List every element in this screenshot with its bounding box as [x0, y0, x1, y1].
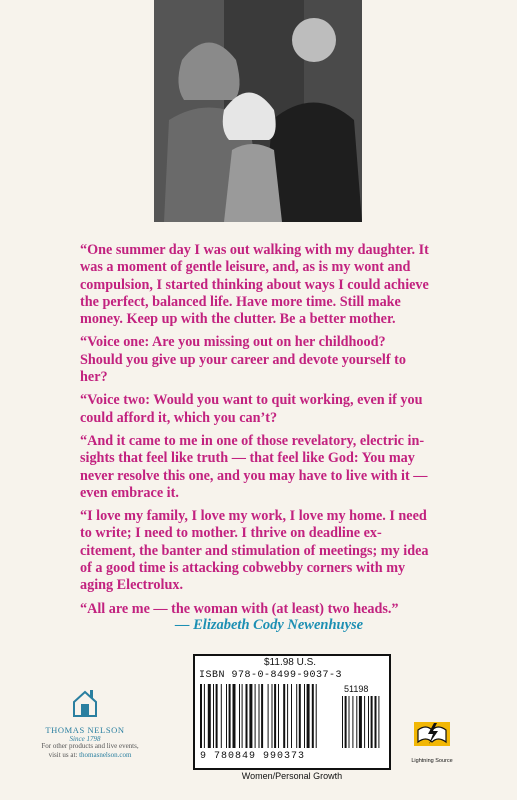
- barcode-bar: [216, 684, 218, 748]
- barcode-bar: [283, 684, 285, 748]
- price-label: $11.98 U.S.: [264, 657, 317, 668]
- quote-paragraph: “I love my family, I love my work, I love my home. I need to write; I need to mother. I thrive on deadline ex-citement, the banter and stimulation of meetings; my idea of a good time is attacking cobwebby corners with my aging Electrolux.: [80, 508, 429, 594]
- barcode-bar: [200, 684, 202, 748]
- family-photo: [154, 0, 362, 222]
- lightning-book-icon: [414, 722, 450, 752]
- barcode-bar: [261, 684, 263, 748]
- addon-bar: [368, 696, 369, 748]
- addon-bar: [371, 696, 373, 748]
- publisher-name: THOMAS NELSON: [45, 725, 125, 735]
- barcode-bar: [291, 684, 292, 748]
- barcode-bar: [255, 684, 256, 748]
- barcode-bar: [304, 684, 305, 748]
- publisher-note-prefix: visit us at:: [48, 751, 80, 759]
- addon-bar: [356, 696, 357, 748]
- barcode-bar: [204, 684, 205, 748]
- addon-bar: [352, 696, 353, 748]
- publisher-note-line1: For other products and live events,: [41, 742, 139, 750]
- barcode-addon-digits: 51198: [344, 684, 369, 694]
- barcode-bar: [268, 684, 269, 748]
- main-barcode: [200, 684, 317, 748]
- quote-block: [80, 242, 430, 624]
- addon-bar: [345, 696, 347, 748]
- quote-paragraph: “Voice one: Are you missing out on her childhood? Should you give up your career and devote yourself to her?: [80, 334, 406, 386]
- barcode-bar: [316, 684, 317, 748]
- publisher-url[interactable]: thomasnelson.com: [79, 751, 132, 759]
- book-category: Women/Personal Growth: [241, 771, 343, 781]
- barcode-bar: [221, 684, 222, 748]
- barcode-bar: [299, 684, 301, 748]
- quote-paragraph: “Voice two: Would you want to quit working, even if you could afford it, which you can’t?: [80, 392, 423, 426]
- barcode-bar: [233, 684, 236, 748]
- barcode-bar: [296, 684, 297, 748]
- barcode-bar: [274, 684, 276, 748]
- publisher-logo: [40, 688, 130, 743]
- publisher-house-icon: [70, 688, 100, 718]
- barcode-bar: [229, 684, 231, 748]
- isbn-label: ISBN 978-0-8499-9037-3: [199, 670, 343, 681]
- barcode-bar: [259, 684, 260, 748]
- addon-bar: [375, 696, 377, 748]
- barcode-bar: [213, 684, 214, 748]
- barcode-bar: [226, 684, 227, 748]
- barcode-bar: [272, 684, 273, 748]
- addon-bar: [359, 696, 362, 748]
- barcode-bar: [307, 684, 310, 748]
- barcode-bar: [239, 684, 240, 748]
- barcode-bar: [246, 684, 248, 748]
- addon-bar: [364, 696, 365, 748]
- addon-bar: [342, 696, 343, 748]
- addon-bar: [349, 696, 350, 748]
- barcode-bar: [242, 684, 243, 748]
- quote-paragraph: “One summer day I was out walking with my daughter. It was a moment of gentle leisure, and, as is my wont and compulsion, I started thinking about ways I could achieve the perfect, balanced life. Have more time. Still make money. Keep up with the clutter. Be a better mother.: [80, 242, 429, 328]
- quote-attribution: — Elizabeth Cody Newenhuyse: [175, 617, 364, 633]
- barcode-bar: [278, 684, 279, 748]
- publisher-since: Since 1798: [69, 735, 101, 743]
- barcode-bar: [312, 684, 314, 748]
- barcode-bar: [208, 684, 211, 748]
- printer-name: Lightning Source: [411, 758, 453, 764]
- addon-barcode: [342, 696, 379, 748]
- addon-bar: [378, 696, 379, 748]
- ean-digits: 9 780849 990373: [200, 751, 306, 762]
- publisher-note: [40, 742, 140, 760]
- printer-logo: [402, 722, 462, 764]
- quote-paragraph: “And it came to me in one of those revelatory, electric in-sights that feel like truth — that feel like God: You may never resolve this one, and you may have to live with it — even embrace it.: [80, 432, 428, 501]
- quote-paragraph: “All are me — the woman with (at least) two heads.”: [80, 600, 399, 617]
- barcode-bar: [249, 684, 252, 748]
- barcode-bar: [287, 684, 288, 748]
